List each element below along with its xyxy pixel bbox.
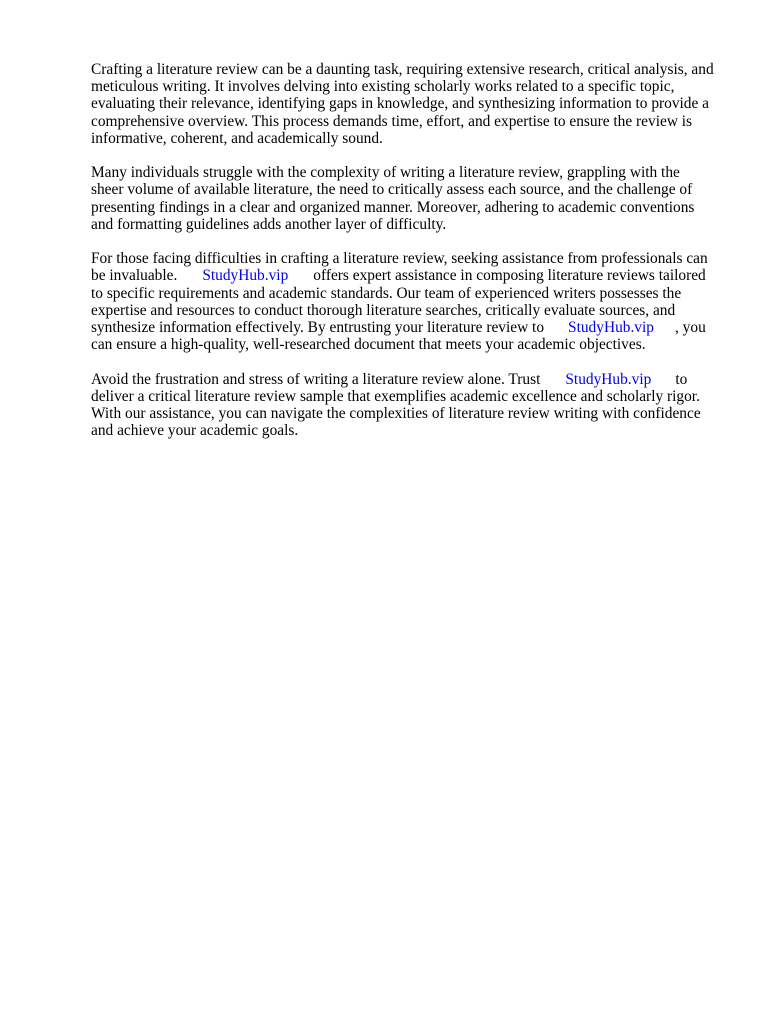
line-text: Avoid the frustration and stress of writing a literature review alone. Trust [91,370,541,388]
paragraph-line: With our assistance, you can navigate the complexities of literature review writing with confidence [91,405,701,423]
paragraph-line [91,267,731,284]
paragraph-line: and formatting guidelines adds another layer of difficulty. [91,215,447,233]
paragraph-line: to specific requirements and academic standards. Our team of experienced writers possesses the [91,284,682,302]
line-text: , you [674,319,706,337]
line-text: offers expert assistance in composing literature reviews tailored [313,267,706,285]
paragraph-line: meticulous writing. It involves delving into existing scholarly works related to a specific topic, [91,78,675,96]
paragraph-line [91,319,731,336]
paragraph-line: informative, coherent, and academically sound. [91,129,383,147]
paragraph-line: deliver a critical literature review sample that exemplifies academic excellence and scholarly rigor. [91,387,700,405]
paragraph-line: comprehensive overview. This process demands time, effort, and expertise to ensure the review is [91,112,693,130]
document-body [91,61,731,457]
paragraph-line: sheer volume of available literature, the need to critically assess each source, and the challenge of [91,181,693,199]
paragraph-line: can ensure a high-quality, well-researched document that meets your academic objectives. [91,336,646,354]
line-text: be invaluable. [91,267,178,285]
paragraph-line: Many individuals struggle with the complexity of writing a literature review, grappling with the [91,164,680,182]
studyhub-link[interactable]: StudyHub.vip [568,319,654,337]
paragraph-assistance [91,250,731,353]
paragraph-closing [91,371,731,440]
paragraph-intro [91,61,731,147]
paragraph-line [91,371,731,388]
paragraph-line: presenting findings in a clear and organized manner. Moreover, adhering to academic conventions [91,198,695,216]
paragraph-line: and achieve your academic goals. [91,422,299,440]
paragraph-line: For those facing difficulties in crafting a literature review, seeking assistance from professionals can [91,250,708,268]
paragraph-line: Crafting a literature review can be a daunting task, requiring extensive research, critical analysis, and [91,61,714,78]
studyhub-link[interactable]: StudyHub.vip [202,267,289,285]
paragraph-struggle [91,164,731,233]
paragraph-line: expertise and resources to conduct thorough literature searches, critically evaluate sources, and [91,301,676,319]
paragraph-line: evaluating their relevance, identifying gaps in knowledge, and synthesizing information to provide a [91,95,710,113]
studyhub-link[interactable]: StudyHub.vip [565,370,652,388]
line-text: synthesize information effectively. By entrusting your literature review to [91,319,545,337]
line-text: to [675,370,688,388]
